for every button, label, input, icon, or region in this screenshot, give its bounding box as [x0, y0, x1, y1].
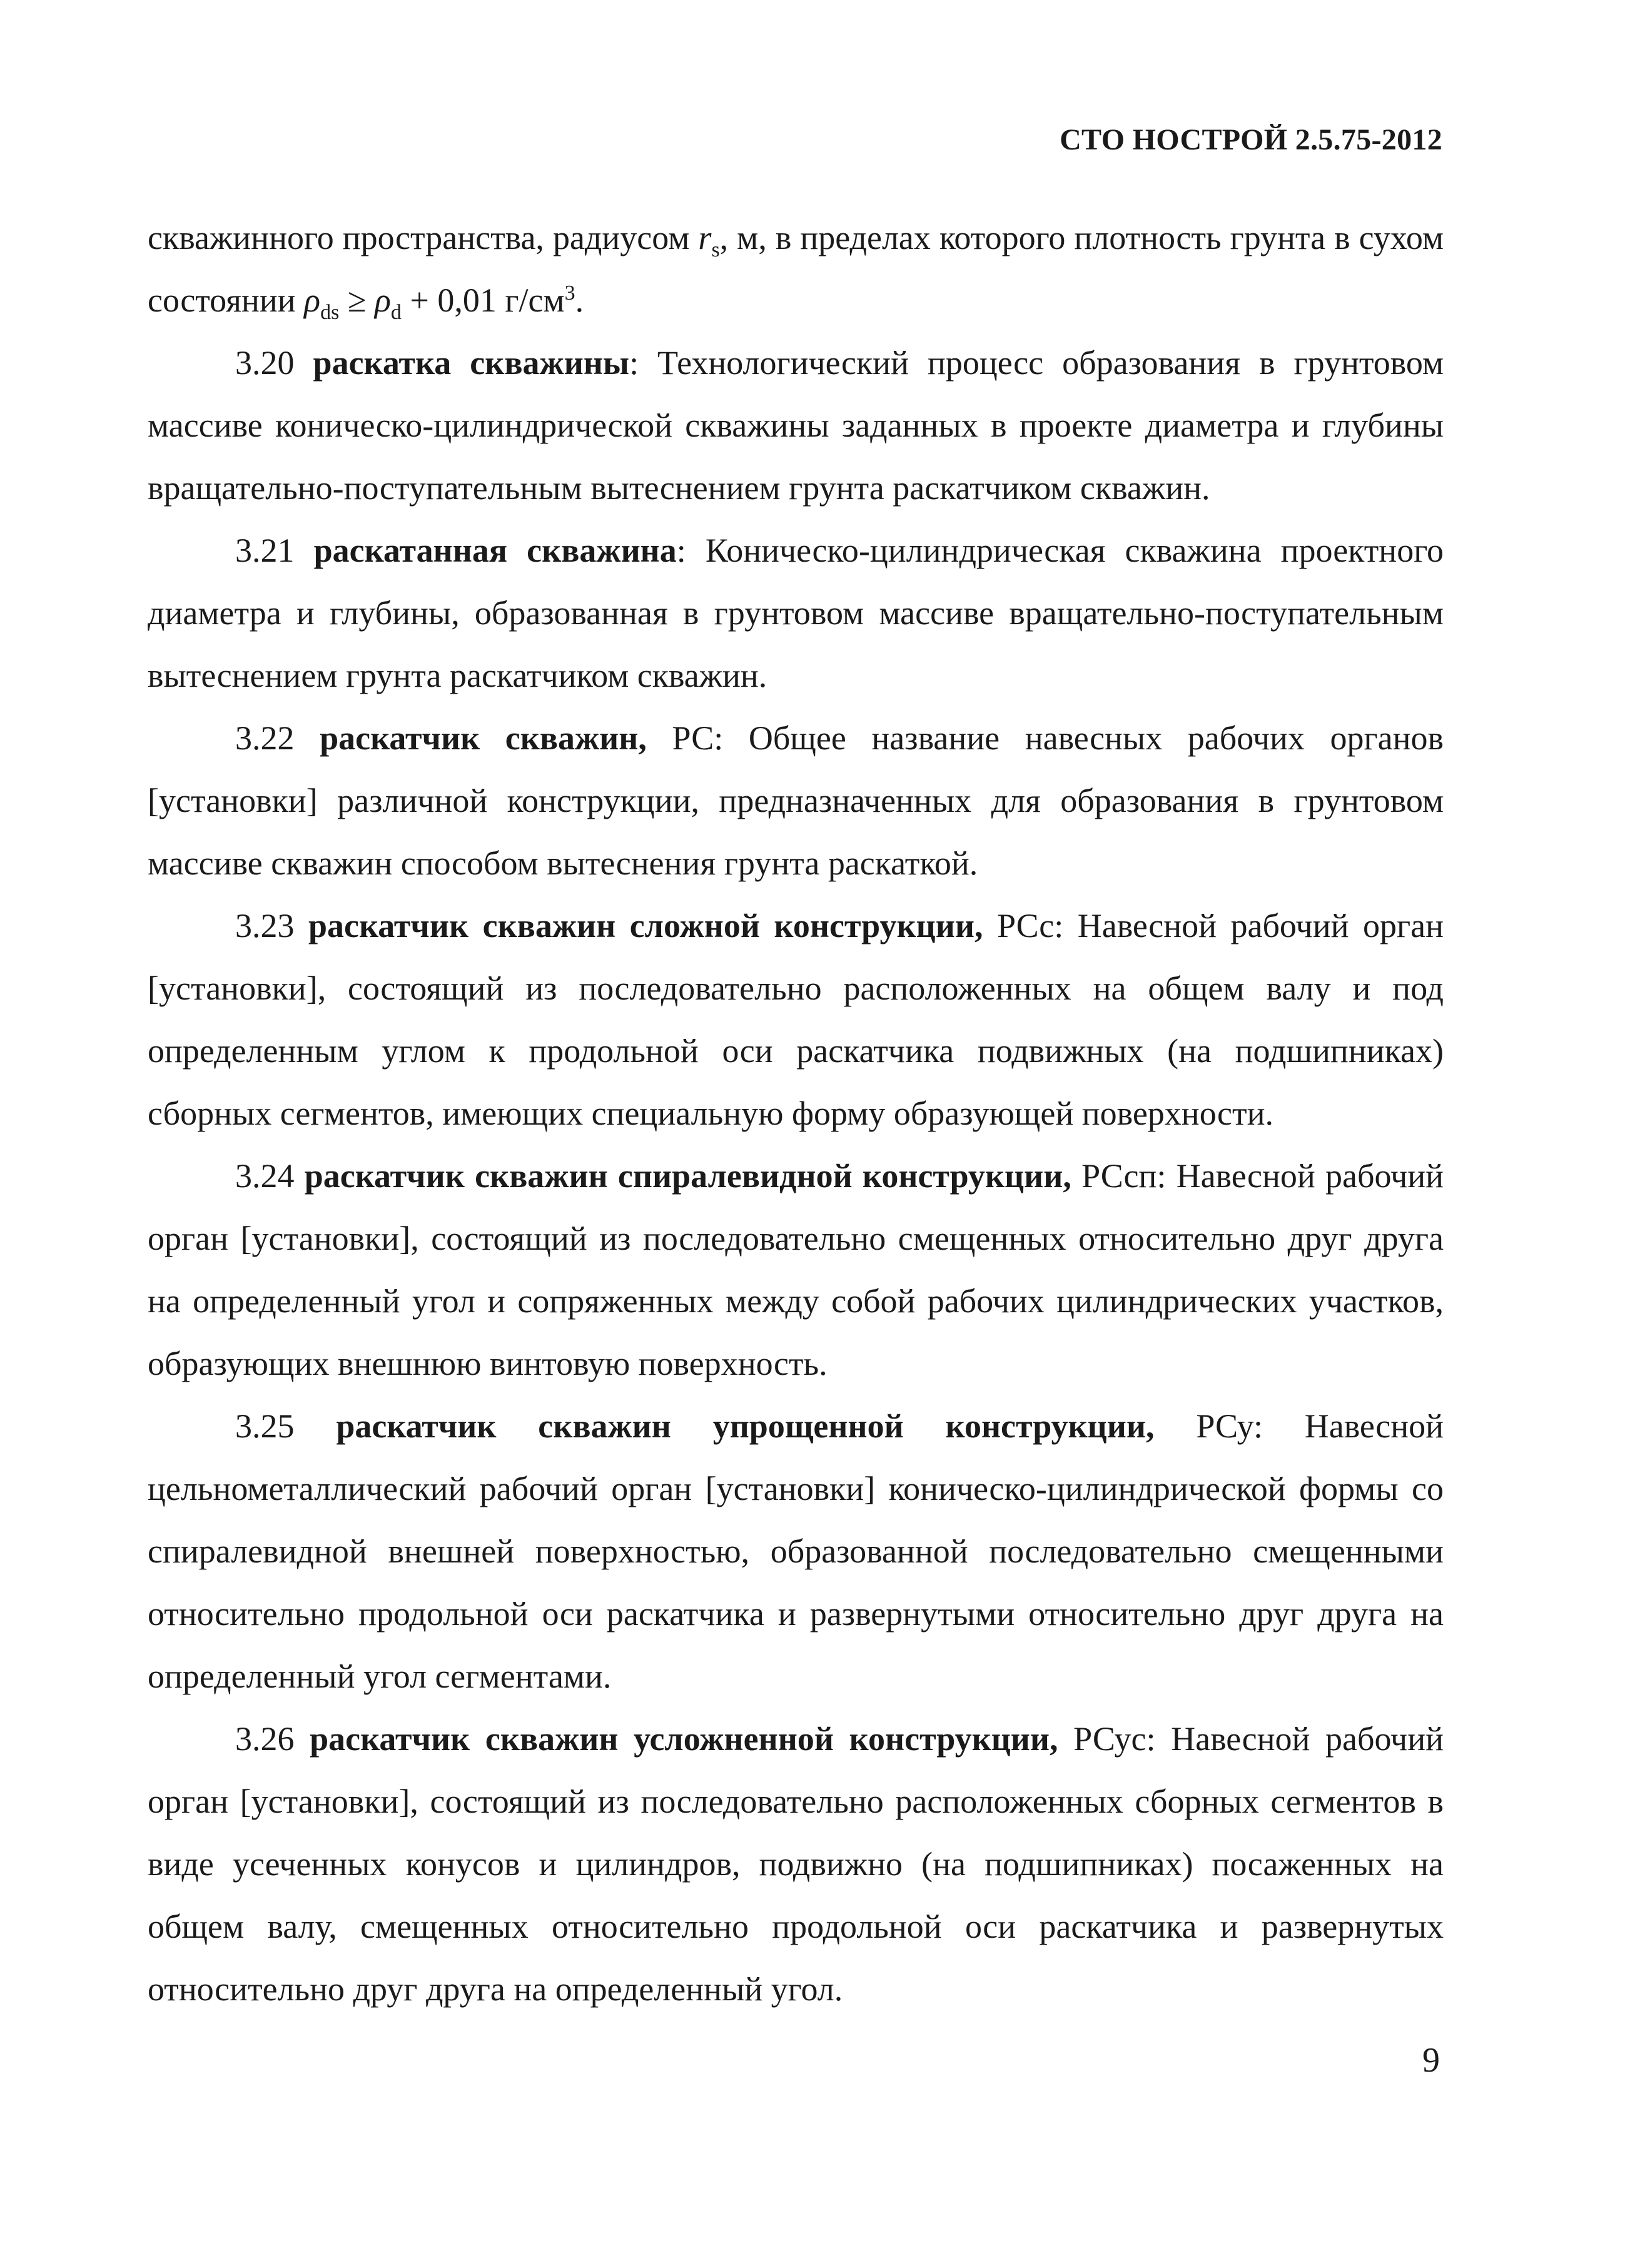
density-subscript: d — [390, 300, 402, 324]
continuation-text: скважинного пространства, радиусом — [148, 219, 699, 256]
continuation-text: + 0,01 г/см — [401, 281, 565, 319]
definition-number: 3.24 — [235, 1157, 305, 1195]
document-body — [148, 206, 1444, 2020]
definition-term: раскатчик скважин сложной конструкции, — [308, 907, 983, 944]
radius-subscript: s — [711, 238, 720, 261]
definition-paragraph — [148, 519, 1444, 707]
definition-text: : Навесной рабочий орган [установки], состоящий из последовательно смещенных относительно друг друга на определенный угол и сопряженных между собой рабочих цилиндрических участков, образующих внешнюю винтовую поверхность. — [148, 1157, 1444, 1382]
definition-paragraph — [148, 1395, 1444, 1708]
definition-text: : Навесной цельнометаллический рабочий орган [установки] коническо-цилиндрической формы со спиралевидной внешней поверхностью, образованной последовательно смещенными относительно продольной оси раскатчика и развернутыми относительно друг друга на определенный угол сегментами. — [148, 1407, 1444, 1695]
definition-text: : Навесной рабочий орган [установки], состоящий из последовательно расположенных сборных сегментов в виде усеченных конусов и цилиндров, подвижно (на подшипниках) посаженных на общем валу, смещенных относительно продольной оси раскатчика и развернутых относительно друг друга на определенный угол. — [148, 1720, 1444, 2008]
definition-abbreviation: РСс — [983, 907, 1055, 944]
definition-text: : Общее название навесных рабочих органов [установки] различной конструкции, предназначенных для образования в грунтовом массиве скважин способом вытеснения грунта раскаткой. — [148, 719, 1444, 882]
definition-term: раскатчик скважин упрощенной конструкции, — [336, 1407, 1155, 1445]
definition-abbreviation: РСус — [1058, 1720, 1147, 1758]
definition-text: : Технологический процесс образования в грунтовом массиве коническо-цилиндрической скважины заданных в проекте диаметра и глубины вращательно-поступательным вытеснением грунта раскатчиком скважин. — [148, 344, 1444, 507]
definition-number: 3.22 — [235, 719, 320, 757]
document-code-header: СТО НОСТРОЙ 2.5.75-2012 — [1060, 123, 1442, 156]
cube-superscript: 3 — [564, 281, 575, 305]
definition-text: : Навесной рабочий орган [установки], состоящий из последовательно расположенных на общем валу и под определенным углом к продольной оси раскатчика подвижных (на подшипниках) сборных сегментов, имеющих специальную форму образующей поверхности. — [148, 907, 1444, 1132]
definition-text: : Коническо-цилиндрическая скважина проектного диаметра и глубины, образованная в грунтовом массиве вращательно-поступательным вытеснением грунта раскатчиком скважин. — [148, 532, 1444, 694]
definition-paragraph — [148, 1145, 1444, 1395]
definition-number: 3.23 — [235, 907, 308, 944]
page-number: 9 — [1422, 2041, 1440, 2080]
definition-abbreviation: РСсп — [1071, 1157, 1157, 1195]
definition-paragraph — [148, 707, 1444, 894]
definition-term: раскатанная скважина — [313, 532, 677, 569]
definition-term: раскатчик скважин усложненной конструкции, — [310, 1720, 1058, 1758]
definition-term: раскатка скважины — [313, 344, 630, 382]
definition-number: 3.26 — [235, 1720, 310, 1758]
density-subscript: ds — [320, 300, 340, 324]
definition-paragraph — [148, 1708, 1444, 2020]
definition-number: 3.25 — [235, 1407, 337, 1445]
definition-term: раскатчик скважин, — [320, 719, 647, 757]
density-symbol: ρ — [374, 281, 391, 319]
continuation-text: . — [575, 281, 584, 319]
density-symbol: ρ — [304, 281, 321, 319]
definition-number: 3.21 — [235, 532, 314, 569]
definition-number: 3.20 — [235, 344, 313, 382]
definition-paragraph — [148, 332, 1444, 519]
definition-abbreviation: РСу — [1154, 1407, 1253, 1445]
radius-symbol: r — [698, 219, 712, 256]
continuation-text: , м, в пределах которого плотность грунта в сухом состоянии — [148, 219, 1444, 319]
geq-symbol: ≥ — [339, 281, 375, 319]
definition-paragraph — [148, 894, 1444, 1145]
definition-term: раскатчик скважин спиралевидной конструкции, — [304, 1157, 1071, 1195]
definition-abbreviation: РС — [646, 719, 714, 757]
continuation-paragraph — [148, 206, 1444, 332]
